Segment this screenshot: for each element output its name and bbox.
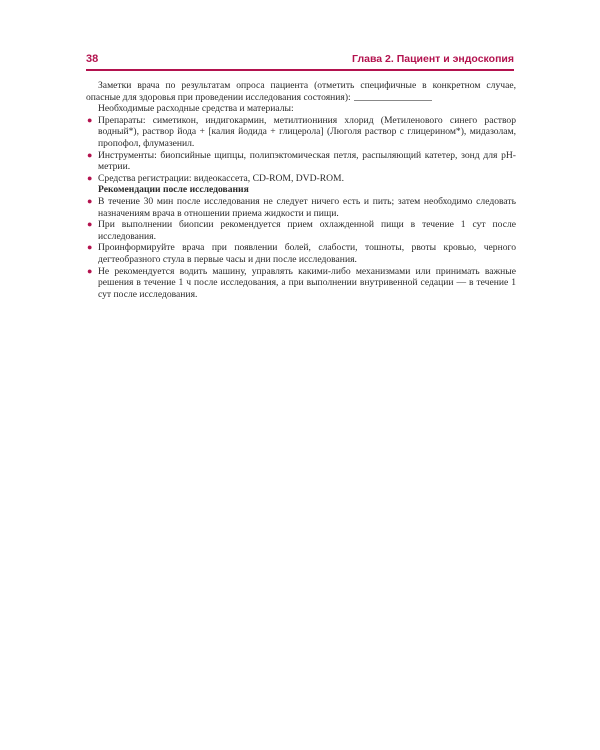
bullet-icon: ●	[87, 219, 93, 230]
header-rule	[86, 69, 514, 71]
materials-list	[86, 115, 516, 185]
list-item	[86, 219, 516, 242]
list-item-text: В течение 30 мин после исследования не следует ничего есть и пить; затем необходимо следовать назначениям врача в отношении приема жидкости и пищи.	[98, 195, 516, 219]
list-item-text: Препараты: симетикон, индигокармин, метилтиониния хлорид (Метиленового синего раствор водный*), раствор йода + [калия йодида + глицерола] (Люголя раствор с глицерином*), мидазолам, пропофол, флумазенил.	[98, 114, 516, 149]
notes-blank-line	[354, 100, 432, 101]
list-item	[86, 242, 516, 265]
bullet-icon: ●	[87, 114, 93, 125]
bullet-icon: ●	[87, 265, 93, 276]
list-item	[86, 115, 516, 150]
list-item-text: Инструменты: биопсийные щипцы, полипэктомическая петля, распыляющий катетер, зонд для pH-метрии.	[98, 149, 516, 173]
notes-paragraph	[86, 80, 516, 103]
recommendations-heading: Рекомендации после исследования	[98, 184, 249, 196]
chapter-title: Глава 2. Пациент и эндоскопия	[352, 53, 514, 65]
list-item-text: Не рекомендуется водить машину, управлять какими-либо механизмами или принимать важные решения в течение 1 ч после исследования, а при выполнении внутривенной седации — в течение 1 сут после исследования.	[98, 265, 516, 300]
bullet-icon: ●	[87, 149, 93, 160]
bullet-icon: ●	[87, 195, 93, 206]
list-item	[86, 173, 516, 185]
page-number: 38	[86, 53, 99, 65]
materials-intro: Необходимые расходные средства и материалы:	[98, 103, 294, 115]
list-item	[86, 150, 516, 173]
bullet-icon: ●	[87, 172, 93, 183]
list-item-text: Проинформируйте врача при появлении болей, слабости, тошноты, рвоты кровью, черного дегтеобразного стула в первые часы и дни после исследования.	[98, 242, 516, 265]
notes-text: Заметки врача по результатам опроса пациента (отметить специфичные в конкретном случае, опасные для здоровья при проведении исследования состояния):	[86, 80, 516, 103]
list-item-text: При выполнении биопсии рекомендуется прием охлажденной пищи в течение 1 сут после исследования.	[98, 219, 516, 242]
bullet-icon: ●	[87, 242, 93, 253]
recommendations-list	[86, 196, 516, 300]
page-content	[86, 80, 516, 300]
list-item	[86, 196, 516, 219]
list-item-text: Средства регистрации: видеокассета, CD-ROM, DVD-ROM.	[98, 172, 344, 184]
list-item	[86, 266, 516, 301]
